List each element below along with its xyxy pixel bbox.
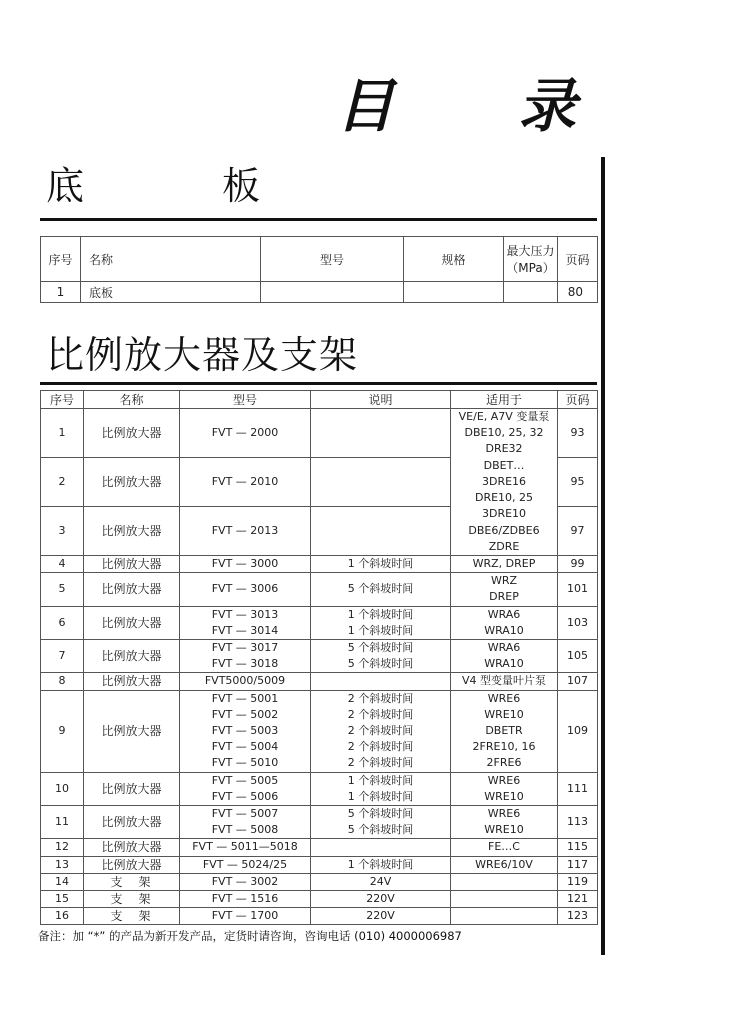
note-line: 5 个斜坡时间 (347, 657, 414, 671)
cell-name: 比例放大器 (84, 772, 180, 805)
cell-notes (311, 673, 451, 690)
table-row (41, 772, 598, 805)
applies-line: WRE10 (484, 823, 524, 837)
cell-model: FVT5000/5009 (180, 673, 311, 690)
cell-page: 107 (558, 673, 598, 690)
cell-no: 16 (41, 908, 84, 925)
cell-notes: 220V (311, 908, 451, 925)
cell-notes: 1 个斜坡时间 (311, 856, 451, 873)
cell-no: 4 (41, 556, 84, 573)
section2-table (40, 390, 598, 925)
applies-line: WRA10 (484, 657, 524, 671)
cell-notes (311, 606, 451, 639)
model-line: FVT — 5008 (211, 823, 279, 837)
cell-no: 8 (41, 673, 84, 690)
cell-applies (451, 908, 558, 925)
model-line: FVT — 5010 (211, 756, 279, 770)
cell-notes (311, 690, 451, 772)
cell-page: 117 (558, 856, 598, 873)
cell-model (261, 282, 404, 303)
cell-page: 105 (558, 640, 598, 673)
applies-line: DBE6/ZDBE6 (468, 523, 540, 537)
model-line: FVT — 3017 (211, 641, 279, 655)
header-page: 页码 (558, 237, 598, 282)
cell-name: 比例放大器 (84, 640, 180, 673)
footnote: 备注：加 “*” 的产品为新开发产品，定货时请咨询，咨询电话 (010) 4000006987 (38, 929, 462, 943)
applies-line: WRA6 (487, 641, 521, 655)
model-line: FVT — 5001 (211, 691, 279, 705)
table-row (41, 690, 598, 772)
note-line: 5 个斜坡时间 (347, 823, 414, 837)
table-row (41, 839, 598, 856)
cell-model: FVT — 1700 (180, 908, 311, 925)
table-row (41, 673, 598, 690)
cell-page: 119 (558, 873, 598, 890)
table-row (41, 556, 598, 573)
model-line: FVT — 5007 (211, 807, 279, 821)
table-header-row (41, 391, 598, 409)
cell-page: 97 (558, 507, 598, 556)
cell-model (180, 690, 311, 772)
cell-notes (311, 409, 451, 458)
cell-no: 13 (41, 856, 84, 873)
section1-title-char-2: 板 (222, 164, 261, 208)
cell-name: 比例放大器 (84, 507, 180, 556)
cell-page: 111 (558, 772, 598, 805)
applies-line: DRE10, 25 (474, 491, 534, 505)
cell-page: 121 (558, 891, 598, 908)
table-row (41, 282, 598, 303)
page-title-char-2: 录 (517, 72, 576, 140)
header-pressure (504, 237, 558, 282)
cell-no: 3 (41, 507, 84, 556)
cell-page: 95 (558, 458, 598, 507)
cell-applies-shared (451, 409, 558, 556)
cell-page: 113 (558, 806, 598, 839)
note-line: 2 个斜坡时间 (347, 724, 414, 738)
section2-title: 比例放大器及支架 (46, 333, 359, 377)
cell-model (180, 772, 311, 805)
note-line: 1 个斜坡时间 (347, 623, 414, 637)
header-applies: 适用于 (451, 391, 558, 409)
cell-model: FVT — 2013 (180, 507, 311, 556)
table-row (41, 806, 598, 839)
applies-line: VE/E, A7V 变量泵 (458, 410, 550, 424)
model-line: FVT — 3014 (211, 623, 279, 637)
cell-model (180, 806, 311, 839)
section1-rule (40, 218, 597, 221)
cell-name: 比例放大器 (84, 556, 180, 573)
cell-name: 比例放大器 (84, 806, 180, 839)
cell-model: FVT — 2010 (180, 458, 311, 507)
note-line: 2 个斜坡时间 (347, 707, 414, 721)
applies-line: WRE6 (487, 807, 521, 821)
table-row (41, 640, 598, 673)
cell-name: 比例放大器 (84, 856, 180, 873)
model-line: FVT — 3018 (211, 657, 279, 671)
cell-page: 115 (558, 839, 598, 856)
cell-no: 12 (41, 839, 84, 856)
header-model: 型号 (261, 237, 404, 282)
cell-applies (451, 806, 558, 839)
applies-line: 2FRE10, 16 (472, 740, 536, 754)
note-line: 5 个斜坡时间 (347, 641, 414, 655)
cell-applies: WRE6/10V (451, 856, 558, 873)
header-no: 序号 (41, 237, 81, 282)
cell-notes (311, 507, 451, 556)
cell-name: 比例放大器 (84, 409, 180, 458)
applies-line: WRE6 (487, 691, 521, 705)
cell-notes: 24V (311, 873, 451, 890)
table-row (41, 908, 598, 925)
cell-notes (311, 772, 451, 805)
note-line: 1 个斜坡时间 (347, 773, 414, 787)
table-header-row (41, 237, 598, 282)
cell-model: FVT — 3000 (180, 556, 311, 573)
cell-model (180, 640, 311, 673)
cell-name: 支 架 (84, 873, 180, 890)
table-row (41, 606, 598, 639)
applies-line: WRE6 (487, 773, 521, 787)
table-row (41, 856, 598, 873)
cell-model (180, 606, 311, 639)
cell-no: 6 (41, 606, 84, 639)
cell-page: 80 (558, 282, 598, 303)
header-name: 名称 (84, 391, 180, 409)
cell-notes (311, 640, 451, 673)
table-row (41, 891, 598, 908)
cell-applies (451, 573, 558, 606)
section2-rule (40, 382, 597, 385)
note-line: 5 个斜坡时间 (347, 807, 414, 821)
cell-name: 比例放大器 (84, 606, 180, 639)
header-name: 名称 (81, 237, 261, 282)
cell-name: 比例放大器 (84, 458, 180, 507)
applies-line: WRZ (490, 574, 518, 588)
cell-applies (451, 873, 558, 890)
cell-no: 15 (41, 891, 84, 908)
header-no: 序号 (41, 391, 84, 409)
cell-page: 123 (558, 908, 598, 925)
cell-no: 1 (41, 282, 81, 303)
cell-model: FVT — 2000 (180, 409, 311, 458)
model-line: FVT — 5002 (211, 707, 279, 721)
note-line: 2 个斜坡时间 (347, 756, 414, 770)
cell-applies: FE…C (451, 839, 558, 856)
header-pressure-unit: （MPa） (506, 261, 555, 275)
applies-line: DREP (489, 590, 519, 604)
cell-applies (451, 690, 558, 772)
applies-line: DRE32 (485, 442, 523, 456)
cell-applies: WRZ, DREP (451, 556, 558, 573)
header-spec: 规格 (404, 237, 504, 282)
applies-line: DBETR (485, 724, 523, 738)
applies-line: WRE10 (484, 789, 524, 803)
page-title (336, 66, 576, 146)
model-line: FVT — 5005 (211, 773, 279, 787)
cell-name: 比例放大器 (84, 690, 180, 772)
cell-no: 10 (41, 772, 84, 805)
cell-name: 比例放大器 (84, 673, 180, 690)
cell-page: 109 (558, 690, 598, 772)
cell-model: FVT — 1516 (180, 891, 311, 908)
section1-title-char-1: 底 (46, 164, 85, 208)
cell-applies (451, 640, 558, 673)
note-line: 2 个斜坡时间 (347, 691, 414, 705)
cell-pressure (504, 282, 558, 303)
cell-notes: 1 个斜坡时间 (311, 556, 451, 573)
cell-no: 5 (41, 573, 84, 606)
model-line: FVT — 5004 (211, 740, 279, 754)
cell-notes (311, 839, 451, 856)
cell-model: FVT — 3002 (180, 873, 311, 890)
cell-applies (451, 772, 558, 805)
cell-no: 14 (41, 873, 84, 890)
cell-spec (404, 282, 504, 303)
cell-no: 7 (41, 640, 84, 673)
applies-line: DBE10, 25, 32 (464, 426, 544, 440)
model-line: FVT — 5003 (211, 724, 279, 738)
cell-applies (451, 606, 558, 639)
cell-name: 底板 (81, 282, 261, 303)
applies-line: WRE10 (484, 707, 524, 721)
applies-line: 3DRE16 (481, 474, 527, 488)
cell-model: FVT — 3006 (180, 573, 311, 606)
table-row (41, 573, 598, 606)
cell-name: 比例放大器 (84, 573, 180, 606)
cell-no: 9 (41, 690, 84, 772)
note-line: 1 个斜坡时间 (347, 607, 414, 621)
cell-applies: V4 型变量叶片泵 (451, 673, 558, 690)
cell-notes: 5 个斜坡时间 (311, 573, 451, 606)
table-row (41, 409, 598, 458)
cell-page: 103 (558, 606, 598, 639)
applies-line: ZDRE (488, 539, 520, 553)
model-line: FVT — 5006 (211, 789, 279, 803)
cell-no: 11 (41, 806, 84, 839)
applies-line: 3DRE10 (481, 507, 527, 521)
applies-line: WRA10 (484, 623, 524, 637)
applies-line: WRA6 (487, 607, 521, 621)
model-line: FVT — 3013 (211, 607, 279, 621)
cell-notes (311, 458, 451, 507)
header-page: 页码 (558, 391, 598, 409)
table-row (41, 873, 598, 890)
cell-page: 101 (558, 573, 598, 606)
note-line: 2 个斜坡时间 (347, 740, 414, 754)
cell-model: FVT — 5024/25 (180, 856, 311, 873)
cell-no: 1 (41, 409, 84, 458)
header-model: 型号 (180, 391, 311, 409)
cell-name: 支 架 (84, 908, 180, 925)
cell-notes: 220V (311, 891, 451, 908)
cell-no: 2 (41, 458, 84, 507)
cell-page: 93 (558, 409, 598, 458)
cell-applies (451, 891, 558, 908)
cell-name: 支 架 (84, 891, 180, 908)
right-vertical-rule (601, 157, 605, 955)
note-line: 1 个斜坡时间 (347, 789, 414, 803)
cell-notes (311, 806, 451, 839)
header-notes: 说明 (311, 391, 451, 409)
header-pressure-label: 最大压力 (506, 244, 555, 258)
cell-page: 99 (558, 556, 598, 573)
page-title-char-1: 目 (336, 72, 395, 140)
cell-model: FVT — 5011—5018 (180, 839, 311, 856)
applies-line: DBET… (483, 458, 525, 472)
section1-table (40, 236, 598, 303)
cell-name: 比例放大器 (84, 839, 180, 856)
applies-line: 2FRE6 (486, 756, 522, 770)
